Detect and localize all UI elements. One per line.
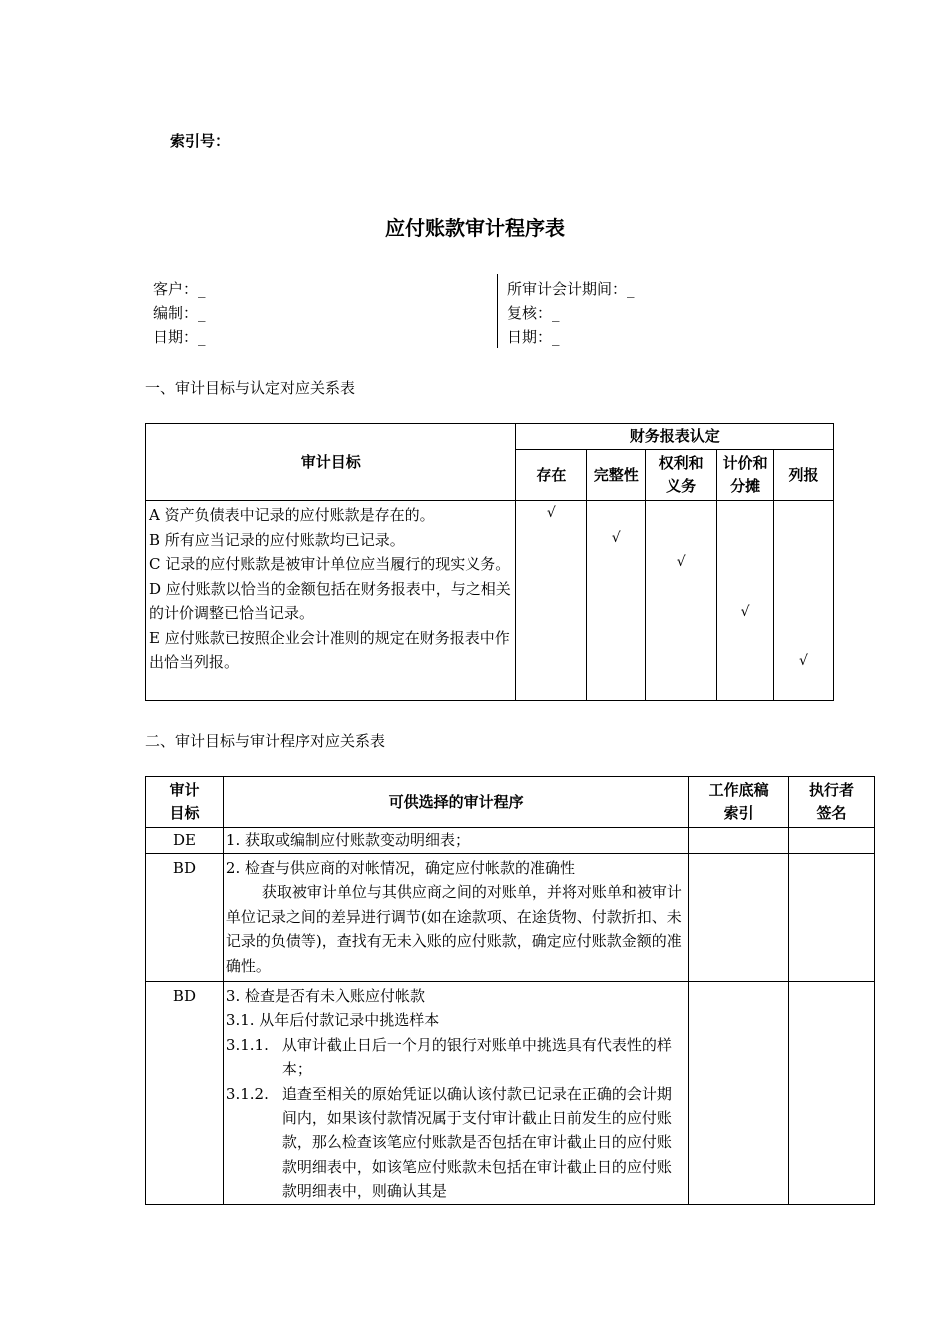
row2-objective: BD [146, 854, 224, 982]
section2-title: 二、审计目标与审计程序对应关系表 [145, 732, 386, 750]
date-left-field: 日期：_ [153, 328, 206, 346]
existence-cell [516, 501, 587, 701]
objective-d: D 应付账款以恰当的金额包括在财务报表中，与之相关的计价调整已恰当记录。 [149, 579, 511, 622]
row3-executor [789, 982, 875, 1205]
valuation-cell [717, 501, 774, 701]
presentation-cell [774, 501, 834, 701]
executor-col-header: 执行者 签名 [789, 777, 875, 828]
check-mark-c: √ [676, 554, 686, 570]
objective-col-header: 审计 目标 [146, 777, 224, 828]
assertion-presentation-header: 列报 [774, 450, 834, 501]
date-right-field: 日期：_ [507, 328, 560, 346]
row3-workpaper [689, 982, 789, 1205]
check-mark-a: √ [546, 505, 556, 521]
assertion-completeness-header: 完整性 [587, 450, 646, 501]
reviewed-by-field: 复核：_ [507, 304, 560, 322]
check-mark-e: √ [799, 653, 808, 669]
row1-objective: DE [146, 828, 224, 854]
row1-workpaper [689, 828, 789, 854]
objective-a: A 资产负债表中记录的应付账款是存在的。 [149, 506, 435, 524]
row3-line2: 3.1. 从年后付款记录中挑选样本 [225, 1011, 440, 1030]
row3-objective: BD [146, 982, 224, 1205]
meta-right-block [507, 277, 635, 349]
objective-header: 审计目标 [146, 424, 516, 501]
meta-left-block [153, 277, 206, 349]
check-mark-b: √ [611, 530, 621, 546]
completeness-cell [587, 501, 646, 701]
check-mark-d: √ [740, 604, 750, 620]
objective-b: B 所有应当记录的应付账款均已记录。 [149, 530, 405, 549]
row3-line1: 3. 检查是否有未入账应付帐款 [225, 987, 425, 1005]
assertion-rights-header: 权利和 义务 [646, 450, 717, 501]
audit-period-field: 所审计会计期间：_ [507, 280, 635, 298]
row2-executor [789, 854, 875, 982]
row3-item-3-1-1: 3.1.1. 从审计截止日后一个月的银行对账单中挑选具有代表性的样本； [225, 1035, 672, 1079]
objectives-cell [146, 501, 516, 701]
client-field: 客户：_ [153, 280, 206, 298]
row3-item-3-1-2: 3.1.2. 追查至相关的原始凭证以确认该付款已记录在正确的会计期间内，如果该付款情况属于支付审计截止日前发生的应付账款，那么检查该笔应付账款是否包括在审计截止日的应付账款明细表中，如该笔应付账款未包括在审计截止日的应付账款明细表中，则确认其是 [225, 1084, 672, 1201]
procedure-col-header: 可供选择的审计程序 [223, 777, 688, 828]
assertions-header: 财务报表认定 [516, 424, 834, 450]
rights-cell [646, 501, 717, 701]
assertion-existence-header: 存在 [516, 450, 587, 501]
row2-procedure [223, 854, 688, 982]
row2-paragraph: 获取被审计单位与其供应商之间的对账单，并将对账单和被审计单位记录之间的差异进行调节(如在途款项、在途货物、付款折扣、未记录的负债等)，查找有无未入账的应付账款，确定应付账款金额的准确性。 [225, 883, 682, 975]
objective-c: C 记录的应付账款是被审计单位应当履行的现实义务。 [149, 555, 511, 573]
row1-executor [789, 828, 875, 854]
table-row [146, 828, 875, 854]
assertion-valuation-header: 计价和 分摊 [717, 450, 774, 501]
prepared-by-field: 编制：_ [153, 304, 206, 322]
section1-title: 一、审计目标与认定对应关系表 [145, 379, 356, 397]
objective-e: E 应付账款已按照企业会计准则的规定在财务报表中作出恰当列报。 [149, 628, 510, 671]
procedure-mapping-table [145, 776, 875, 1205]
row3-procedure [223, 982, 688, 1205]
document-title: 应付账款审计程序表 [385, 216, 565, 240]
assertion-mapping-table [145, 423, 834, 701]
index-number-label: 索引号： [170, 132, 231, 150]
table-row [146, 982, 875, 1205]
row2-workpaper [689, 854, 789, 982]
workpaper-col-header: 工作底稿 索引 [689, 777, 789, 828]
row2-line1: 2. 检查与供应商的对帐情况，确定应付帐款的准确性 [225, 859, 575, 877]
row1-procedure: 1. 获取或编制应付账款变动明细表； [223, 828, 688, 854]
meta-divider [497, 274, 498, 348]
table-row [146, 854, 875, 982]
